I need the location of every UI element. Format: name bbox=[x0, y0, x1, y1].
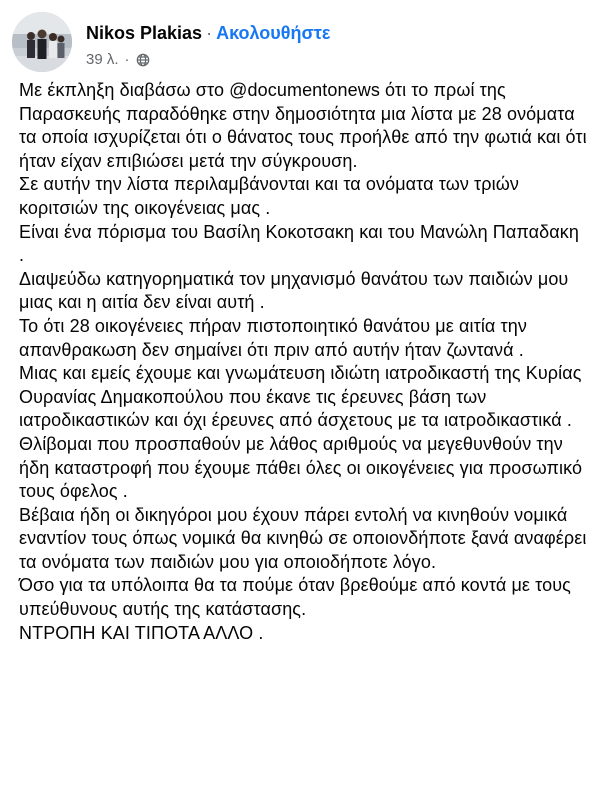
post-text bbox=[19, 79, 589, 645]
profile-photo bbox=[12, 12, 72, 72]
post-timestamp[interactable]: 39 λ. bbox=[86, 51, 119, 68]
post-paragraph: Θλίβομαι που προσπαθούν με λάθος αριθμούς να μεγεθυνθούν την ήδη καταστροφή που έχουμε πάθει όλες οι οικογένειες για προσωπικό τους όφελος . bbox=[19, 433, 583, 502]
post-paragraph: Είναι ένα πόρισμα του Βασίλη Κοκοτσακη και του Μανώλη Παπαδακη . bbox=[19, 221, 579, 266]
avatar[interactable] bbox=[12, 12, 72, 72]
post-paragraph: Μιας και εμείς έχουμε και γνωμάτευση ιδιώτη ιατροδικαστή της Κυρίας Ουρανίας Δημακοπούλου που έκανε τις έρευνες βάση των ιατροδικαστικών και όχι έρευνες από άσχετους με τα ιατροδικαστικά . bbox=[19, 363, 582, 431]
post-paragraph: Με έκπληξη διαβάσω στο @documentonews ότι το πρωί της Παρασκευής παραδόθηκε στην δημοσιότητα μια λίστα με 28 ονόματα τα οποία ισχυρίζεται ότι ο θάνατος τους προήλθε από την φωτιά και ότι ήταν είχαν επιβιώσει μετά την σύγκρουση. bbox=[19, 80, 587, 171]
post-paragraph: ΝΤΡΟΠΗ ΚΑΙ ΤΙΠΟΤΑ ΑΛΛΟ . bbox=[19, 622, 264, 643]
globe-icon[interactable] bbox=[136, 53, 150, 67]
separator-dot: · bbox=[206, 23, 213, 43]
author-name[interactable]: Nikos Plakias bbox=[86, 23, 203, 43]
post-paragraph: Βέβαια ήδη οι δικηγόροι μου έχουν πάρει εντολή να κινηθούν νομικά εναντίον τους όπως νομικά θα κινηθώ σε οποιονδήποτε ξανά αναφέρει τα ονόματα των παιδιών μου για οποιοδήποτε λόγο. bbox=[19, 504, 587, 572]
post-paragraph: Διαψεύδω κατηγορηματικά τον μηχανισμό θανάτου των παιδιών μου μιας και η αιτία δεν είναι αυτή . bbox=[19, 268, 569, 313]
follow-button[interactable]: Ακολουθήστε bbox=[216, 23, 331, 43]
post-header bbox=[12, 12, 591, 74]
post-paragraph: Όσο για τα υπόλοιπα θα τα πούμε όταν βρεθούμε από κοντά με τους υπεύθυνους αυτής της κατάστασης. bbox=[19, 575, 571, 620]
post-meta bbox=[86, 50, 150, 70]
author-line bbox=[86, 22, 330, 44]
meta-separator-dot: · bbox=[124, 51, 130, 68]
post-paragraph: Το ότι 28 οικογένειες πήραν πιστοποιητικό θανάτου με αιτία την απανθρακωση δεν σημαίνει ότι πριν από αυτήν ήταν ζωντανά . bbox=[19, 315, 527, 360]
post-paragraph: Σε αυτήν την λίστα περιλαμβάνονται και τα ονόματα των τριών κοριτσιών της οικογένειας μας . bbox=[19, 174, 519, 218]
